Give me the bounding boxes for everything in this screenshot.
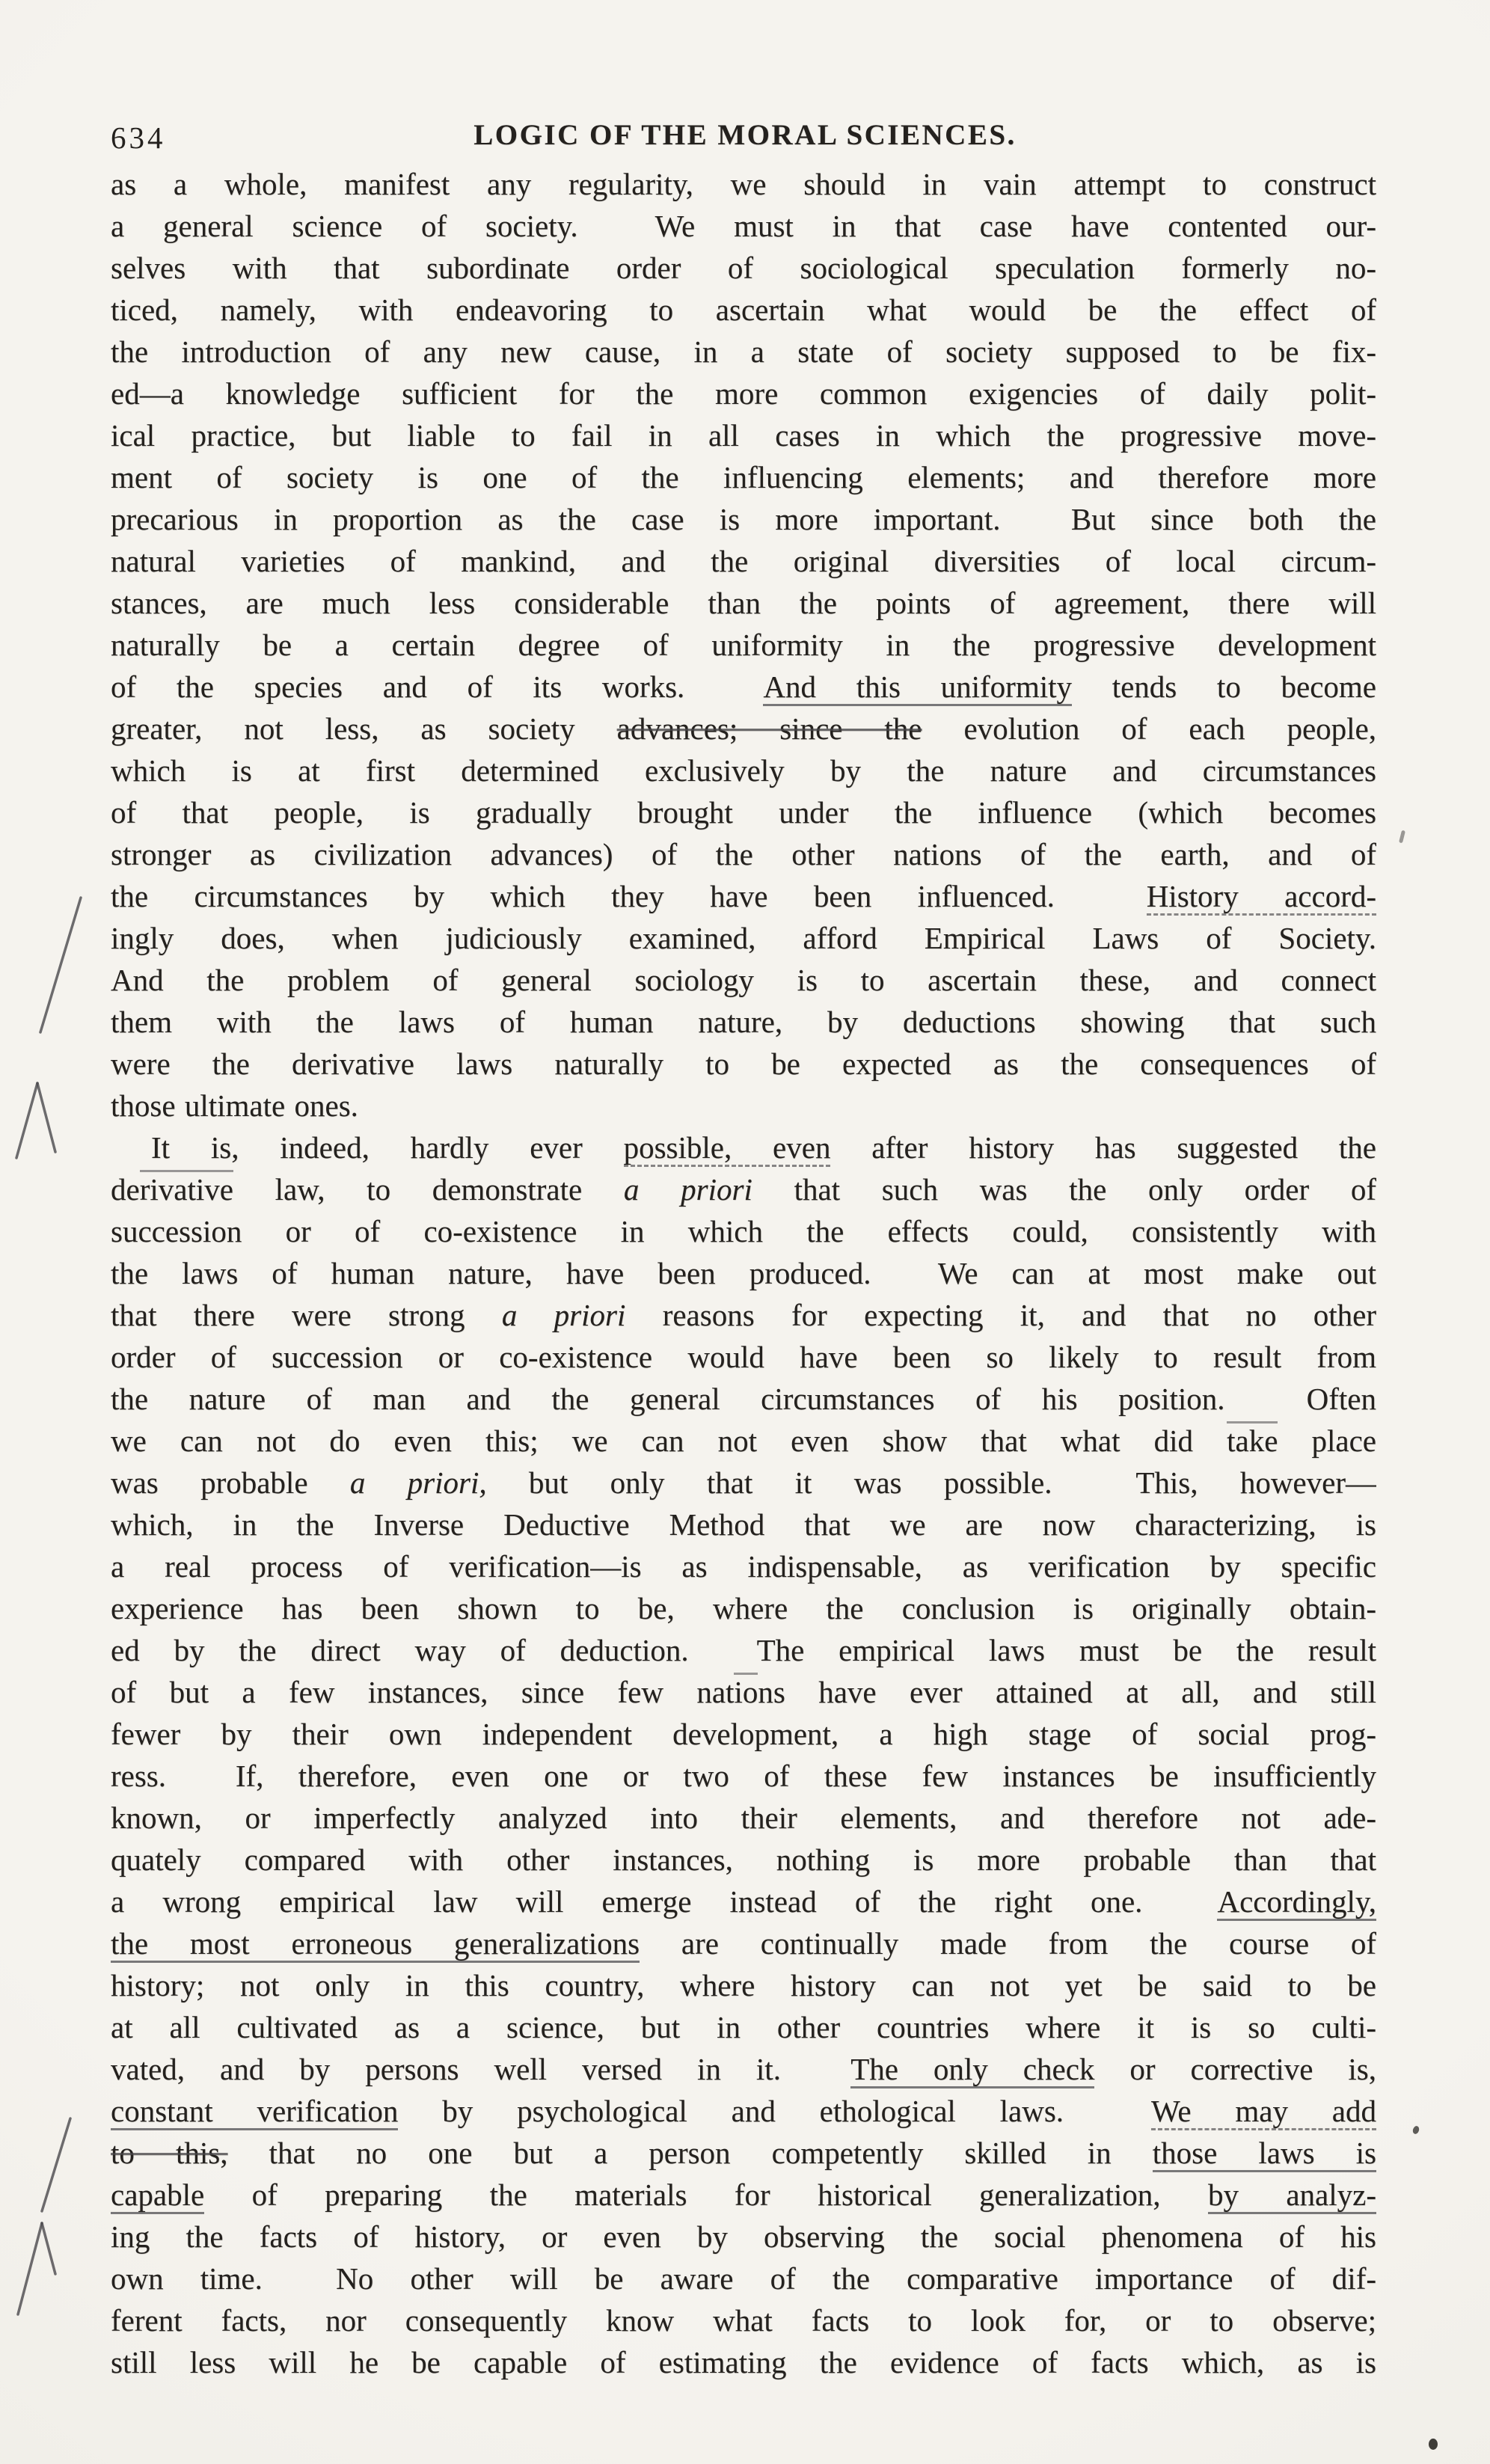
annotated-text: by analyz- [1208,2178,1376,2214]
text-run: at all cultivated as a science, but in other countries where it is so culti- [111,2010,1376,2044]
text-line [111,1085,1376,1127]
text-run: those ultimate ones. [111,1088,358,1123]
text-line [111,1629,1376,1671]
text-line [111,2258,1376,2299]
text-run: natural varieties of mankind, and the original diversities of local circum- [111,544,1376,578]
text-run: stances, are much less considerable than the points of agreement, there will [111,586,1376,620]
paragraph [111,1127,1376,2383]
text-run: them with the laws of human nature, by deductions showing that such [111,1005,1376,1039]
page-header [0,0,1490,163]
text-run: law, to demonstrate [233,1172,624,1207]
text-line [111,833,1376,875]
text-line [111,1545,1376,1587]
text-run: ticed, namely, with endeavoring to ascertain what would be the effect of [111,292,1376,327]
text-run: order of succession or co-existence would have been so likely to result from [111,1340,1376,1374]
text-run: greater, not less, as society [111,711,617,746]
text-run: but only that it was possible. This, however— [486,1465,1376,1500]
text-run: that such was the only order of [752,1172,1376,1207]
text-run: ing the facts of history, or even by observing the social phenomena of his [111,2219,1376,2254]
text-run: still less will he be capable of estimating the evidence of facts which, as is [111,2345,1376,2379]
text-line [111,414,1376,456]
text-run: that no one but a person competently skilled in [227,2136,1153,2170]
text-line [111,582,1376,624]
text-line [111,2132,1376,2174]
text-run: succession or of co-existence in which the effects could, consistently with [111,1214,1376,1248]
text-line [111,708,1376,750]
annotated-text: io [734,1673,758,1709]
text-run: were the derivative laws naturally to be expected as the consequences of [111,1046,1376,1081]
paragraph [111,163,1376,1127]
text-line [111,498,1376,540]
text-run: evolution of each people, [922,711,1376,746]
text-run: the laws of human nature, have been produced. We can at most make out [111,1256,1376,1290]
text-run: of that people, is gradually brought under the influence (which becomes [111,795,1376,830]
text-run: fewer by their own independent development, a high stage of social prog- [111,1717,1376,1751]
text-line [111,875,1376,917]
text-line [111,1336,1376,1378]
text-run: It is, indeed, hardly ever [151,1130,624,1165]
text-line [111,373,1376,414]
annotated-text: possible, even [624,1130,831,1167]
text-run: naturally be a certain degree of uniformity in the progressive development [111,628,1376,662]
annotated-text: the most erroneous generalizations [111,1926,640,1963]
text-run: ferent facts, nor consequently know what facts to look for, or to observe; [111,2303,1376,2338]
text-run: quately compared with other instances, nothing is more probable than that [111,1842,1376,1877]
text-line [111,1294,1376,1336]
text-run: the circumstances by which they have been influenced. [111,879,1147,913]
text-run: after history has suggested the [830,1130,1376,1165]
text-line [111,2006,1376,2048]
text-run: which is at first determined exclusively by the nature and circumstances [111,753,1376,788]
text-line [111,1462,1376,1504]
text-run: precarious in proportion as the case is more important. But since both the [111,502,1376,536]
annotated-text: to this, [111,2136,228,2170]
text-run: of the species and of its works. [111,669,764,704]
text-run: ress. If, therefore, even one or two of these few instances be insufficiently [111,1759,1376,1793]
text-line [111,2299,1376,2341]
text-line [111,959,1376,1001]
text-run: tends to become [1072,669,1376,704]
text-run: of preparing the materials for historical generalization, [204,2178,1208,2212]
text-line [111,1001,1376,1043]
text-line [111,1964,1376,2006]
text-line [111,1797,1376,1839]
text-run: a wrong empirical law will emerge instead of the right one. [111,1884,1218,1919]
text-block [0,163,1490,2383]
text-run: ed by the direct way of deduction. The empirical laws must be the result [111,1633,1376,1667]
text-line [111,1881,1376,1922]
text-line [111,331,1376,373]
annotated-text: a priori [501,1298,626,1332]
text-line [111,1252,1376,1294]
text-line [111,2341,1376,2383]
text-run: was probable [111,1465,350,1500]
text-line [111,163,1376,205]
text-run: reasons for expecting it, and that no other [625,1298,1376,1332]
annotated-text: advances; since the [616,711,922,746]
text-line [111,917,1376,959]
text-line [111,247,1376,289]
text-run: the nature of man and the general circumstances of his position. Often [111,1382,1376,1416]
text-run: ical practice, but liable to fail in all cases in which the progressive move- [111,418,1376,453]
annotated-text: those laws is [1153,2136,1376,2172]
text-run: we can not do even this; we can not even show that what did [111,1423,1227,1458]
text-run: stronger as civilization advances) of the other nations of the earth, and of [111,837,1376,871]
text-run: that there were strong [111,1298,502,1332]
text-line [111,666,1376,708]
annotated-text: a priori, [349,1465,487,1500]
text-line [111,1504,1376,1545]
annotated-text: And this uniformity [763,669,1072,706]
text-line [111,1755,1376,1797]
text-line [111,750,1376,791]
text-line [111,289,1376,331]
text-line [111,2048,1376,2090]
text-run: ment of society is one of the influencing elements; and therefore more [111,460,1376,494]
text-line [111,2090,1376,2132]
text-line [111,1922,1376,1964]
text-run: de [111,1172,140,1207]
text-line [111,540,1376,582]
text-run: which, in the Inverse Deductive Method that we are now characterizing, is [111,1507,1376,1542]
text-run: are continually made from the course of [640,1926,1376,1961]
text-line [111,456,1376,498]
text-run: place [1278,1423,1376,1458]
annotated-text: History accord- [1147,879,1376,916]
text-line [111,1671,1376,1713]
text-line [111,1839,1376,1881]
text-run: a general science of society. We must in that case have contented our- [111,209,1376,243]
text-line [111,624,1376,666]
annotated-text: capable [111,2178,204,2214]
text-run: of but a few instances, since few nat [111,1675,735,1709]
scan-speck [1429,2439,1438,2450]
text-run: or corrective is, [1094,2052,1376,2086]
annotated-text: rivative [140,1170,233,1207]
text-line [111,2174,1376,2216]
text-run: by psychological and ethological laws. [398,2094,1151,2128]
annotated-text: Accordingly, [1217,1884,1376,1921]
text-run: a real process of verification—is as indispensable, as verification by specific [111,1549,1376,1584]
text-run: as a whole, manifest any regularity, we should in vain attempt to construct [111,167,1376,201]
text-run: selves with that subordinate order of sociological speculation formerly no- [111,251,1376,285]
text-line [111,1210,1376,1252]
text-line [111,1713,1376,1755]
text-run: history; not only in this country, where history can not yet be said to be [111,1968,1376,2002]
text-run: ed—a knowledge sufficient for the more common exigencies of daily polit- [111,376,1376,411]
text-line [111,1127,1376,1168]
text-run: ingly does, when judiciously examined, afford Empirical Laws of Society. [111,921,1376,955]
annotated-text: The only check [850,2052,1094,2088]
text-line [111,1378,1376,1420]
text-line [111,1420,1376,1462]
running-title: LOGIC OF THE MORAL SCIENCES. [473,119,1017,151]
text-run: vated, and by persons well versed in it. [111,2052,851,2086]
text-line [111,791,1376,833]
text-line [111,205,1376,247]
text-line [111,1168,1376,1210]
text-line [111,1043,1376,1085]
text-line [111,1587,1376,1629]
annotated-text: constant verification [111,2094,398,2130]
text-run: own time. No other will be aware of the comparative importance of dif- [111,2261,1376,2296]
text-run: the introduction of any new cause, in a state of society supposed to be fix- [111,334,1376,369]
text-run: And the problem of general sociology is to ascertain these, and connect [111,963,1376,997]
text-run: known, or imperfectly analyzed into their elements, and therefore not ade- [111,1801,1376,1835]
text-line [111,2216,1376,2258]
text-run: experience has been shown to be, where the conclusion is originally obtain- [111,1591,1376,1625]
annotated-text: take [1227,1421,1278,1458]
text-run: ns have ever attained at all, and still [758,1675,1376,1709]
annotated-text: We may add [1151,2094,1376,2130]
annotated-text: a priori [623,1172,752,1207]
page-number: 634 [111,120,166,155]
